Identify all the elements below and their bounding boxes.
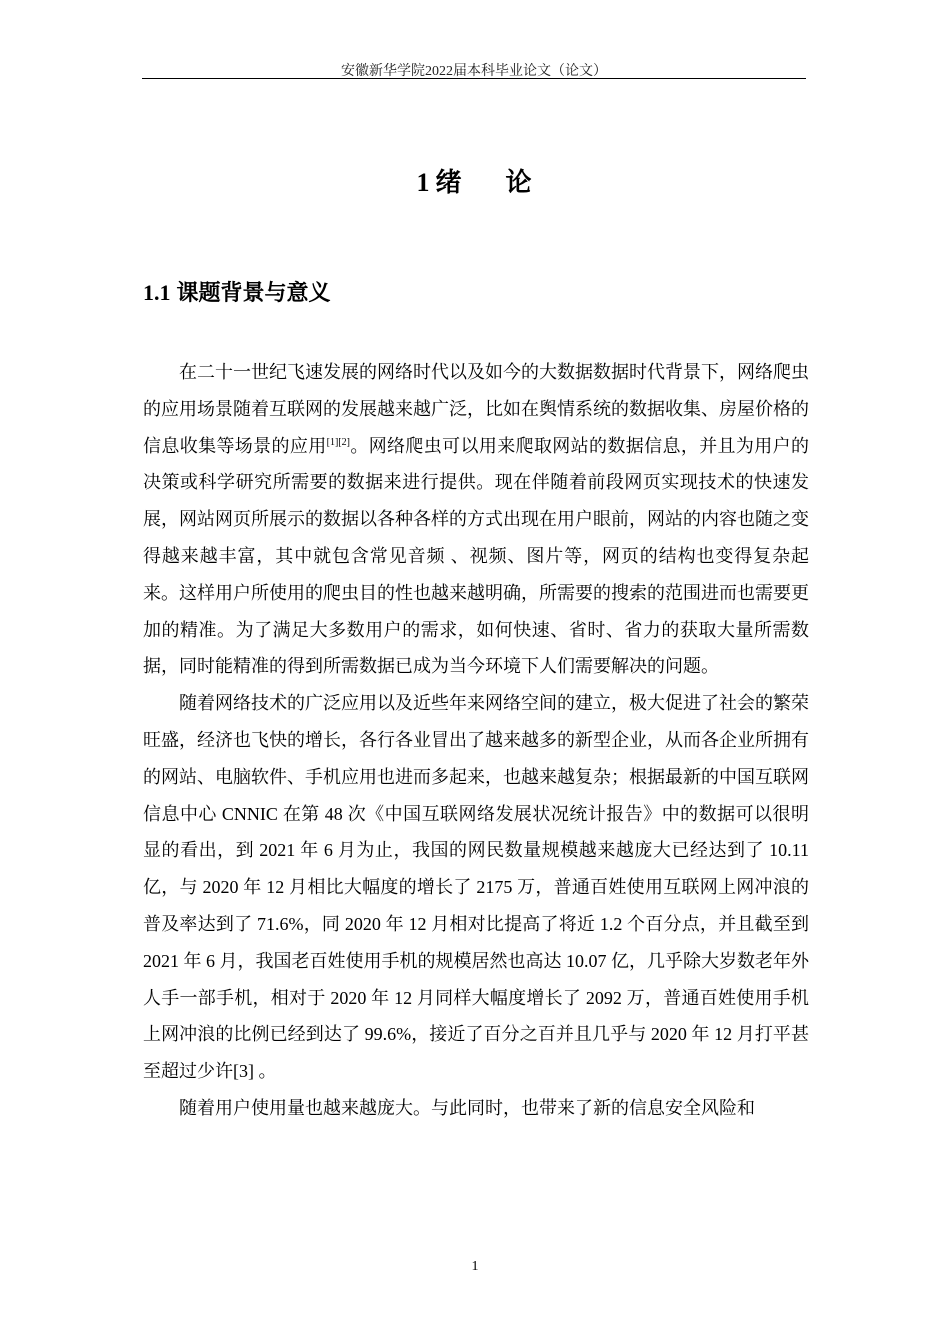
chapter-title-part1: 绪 — [435, 168, 462, 197]
section-heading — [143, 276, 331, 307]
chapter-number: 1 — [416, 168, 430, 197]
paragraph-3: 随着用户使用量也越来越庞大。与此同时，也带来了新的信息安全风险和 — [179, 1097, 755, 1118]
paragraph-2: 随着网络技术的广泛应用以及近些年来网络空间的建立，极大促进了社会的繁荣旺盛，经济也飞快的增长，各行各业冒出了越来越多的新型企业，从而各企业所拥有的网站、电脑软件、手机应用也进而多起来，也越来越复杂；根据最新的中国互联网信息中心 CNNIC 在第 48 次《中国互联网络发展状况统计报告》中的数据可以很明显的看出，到 2021 年 6 月为止，我国的网民数量规模越来越庞大已经达到了 10.11 亿，与 2020 年 12 月相比大幅度的增长了 2175 万，普通百姓使用互联网上网冲浪的普及率达到了 71.6%，同 2020 年 12 月相对比提高了将近 1.2 个百分点，并且截至到 2021 年 6 月，我国老百姓使用手机的规模居然也高达 10.07 亿，几乎除大岁数老年外人手一部手机，相对于 2020 年 12 月同样大幅度增长了 2092 万，普通百姓使用手机上网冲浪的比例已经到达了 99.6%，接近了百分之百并且几乎与 2020 年 12 月打平甚至超过少许[3] 。 — [143, 693, 809, 1082]
paragraph-1-part-b: 。网络爬虫可以用来爬取网站的数据信息，并且为用户的决策或科学研究所需要的数据来进行提供。现在伴随着前段网页实现技术的快速发展，网站网页所展示的数据以各种各样的方式出现在用户眼前，网站的内容也随之变得越来越丰富，其中就包含常见音频 、视频、图片等，网页的结构也变得复杂起来。这样用户所使用的爬虫目的性也越来越明确，所需要的搜索的范围进而也需要更加的精准。为了满足大多数用户的需求，如何快速、省时、省力的获取大量所需数据，同时能精准的得到所需数据已成为当今环境下人们需要解决的问题。 — [143, 435, 810, 677]
body-text — [143, 354, 809, 1127]
chapter-title-part2: 论 — [505, 168, 532, 197]
citation-ref-1: [1] — [326, 436, 339, 448]
section-title: 课题背景与意义 — [176, 280, 331, 305]
running-header: 安徽新华学院2022届本科毕业论文（论文） — [341, 64, 607, 79]
paragraph-1 — [143, 354, 809, 685]
citation-ref-2: [2] — [338, 436, 350, 448]
section-number: 1.1 — [143, 280, 171, 305]
chapter-title — [142, 162, 806, 199]
paragraph-1-part-a: 在二十一世纪飞速发展的网络时代以及如今的大数据数据时代背景下，网络爬虫的应用场景随着互联网的发展越来越广泛，比如在舆情系统的数据收集、房屋价格的信息收集等场景的应用 — [143, 362, 809, 456]
header-rule — [142, 78, 806, 79]
page-number: 1 — [471, 1259, 479, 1274]
